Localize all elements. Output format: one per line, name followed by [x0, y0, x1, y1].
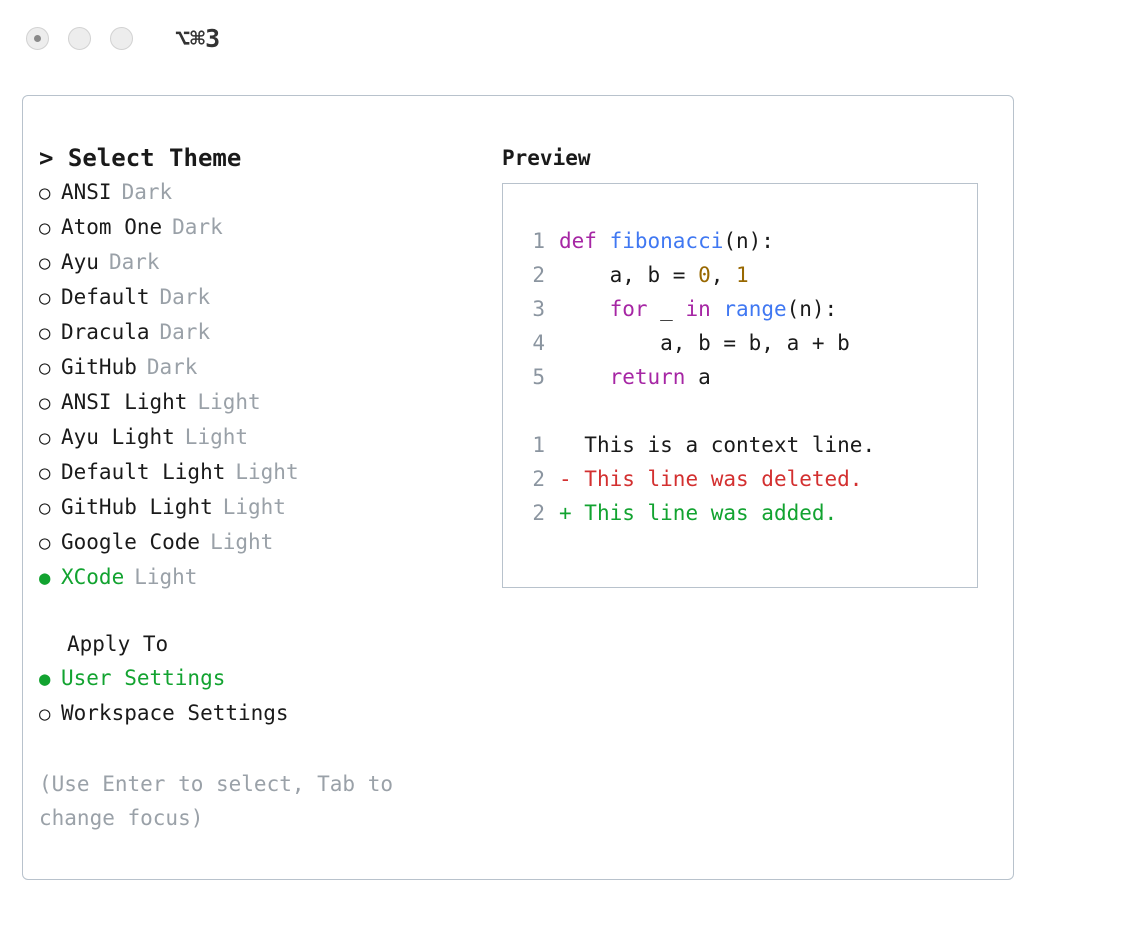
theme-option-label: Default — [61, 285, 150, 309]
code-token: (n): — [786, 297, 838, 321]
theme-option-label: GitHub — [61, 355, 137, 379]
line-number: 1 — [532, 229, 545, 253]
theme-option-label: Default Light — [61, 460, 226, 484]
keyboard-shortcut-label: ⌥⌘3 — [175, 23, 221, 53]
theme-option-google-code[interactable] — [39, 525, 488, 560]
theme-option-ansi-light[interactable] — [39, 385, 488, 420]
radio-unselected-icon: ○ — [39, 462, 51, 484]
diff-line — [521, 462, 977, 496]
theme-option-kind: Dark — [172, 215, 223, 239]
line-number: 2 — [532, 263, 545, 287]
radio-unselected-icon: ○ — [39, 392, 51, 414]
theme-option-label: GitHub Light — [61, 495, 213, 519]
line-number: 3 — [532, 297, 545, 321]
code-token: range — [723, 297, 787, 321]
code-line — [521, 258, 977, 292]
code-token: a — [685, 365, 711, 389]
theme-picker-panel — [22, 95, 1014, 880]
radio-unselected-icon: ○ — [39, 427, 51, 449]
theme-option-kind: Dark — [108, 250, 160, 274]
code-line — [521, 360, 977, 394]
radio-selected-icon: ● — [39, 567, 51, 589]
theme-option-dracula[interactable] — [39, 315, 488, 350]
theme-option-label: Dracula — [61, 320, 150, 344]
code-token: a, b = — [559, 263, 699, 287]
theme-option-kind: Light — [134, 565, 198, 589]
radio-unselected-icon: ○ — [39, 287, 51, 309]
preview-column — [488, 141, 1013, 835]
radio-unselected-icon: ○ — [39, 357, 51, 379]
theme-option-label: ANSI Light — [61, 390, 188, 414]
theme-list[interactable] — [39, 175, 488, 595]
code-token: def — [559, 229, 610, 253]
code-token: (n): — [723, 229, 774, 253]
line-number: 2 — [532, 501, 545, 525]
window-dot-close-inner — [34, 35, 41, 42]
code-line — [521, 292, 977, 326]
code-token: 1 — [736, 263, 749, 287]
apply-to-option-label: User Settings — [61, 666, 226, 690]
radio-unselected-icon: ○ — [39, 252, 51, 274]
diff-text: This line was added. — [571, 501, 838, 525]
theme-option-kind: Light — [197, 390, 261, 414]
diff-marker — [559, 433, 572, 457]
theme-option-ayu-light[interactable] — [39, 420, 488, 455]
diff-preview — [521, 428, 977, 530]
radio-unselected-icon: ○ — [39, 532, 51, 554]
apply-to-option-user-settings[interactable] — [39, 661, 488, 696]
line-number: 2 — [532, 467, 545, 491]
theme-option-label: Google Code — [61, 530, 201, 554]
title-bar — [0, 0, 1140, 76]
window-dot-close[interactable] — [26, 27, 49, 50]
theme-option-ayu[interactable] — [39, 245, 488, 280]
diff-marker: - — [559, 467, 572, 491]
theme-option-kind: Light — [210, 530, 274, 554]
code-spacer — [521, 394, 977, 428]
radio-unselected-icon: ○ — [39, 182, 51, 204]
diff-text: This is a context line. — [571, 433, 876, 457]
radio-unselected-icon: ○ — [39, 217, 51, 239]
radio-unselected-icon: ○ — [39, 703, 51, 725]
code-line — [521, 224, 977, 258]
code-token — [559, 365, 610, 389]
theme-option-kind: Light — [184, 425, 249, 449]
line-number: 4 — [532, 331, 545, 355]
code-token: for — [609, 297, 648, 321]
theme-option-default-light[interactable] — [39, 455, 488, 490]
radio-unselected-icon: ○ — [39, 322, 51, 344]
preview-title: Preview — [502, 146, 591, 170]
radio-selected-icon: ● — [39, 668, 51, 690]
theme-selection-column — [23, 141, 488, 835]
keyboard-hint: (Use Enter to select, Tab to change focus) — [39, 772, 394, 830]
theme-option-default[interactable] — [39, 280, 488, 315]
radio-unselected-icon: ○ — [39, 497, 51, 519]
code-preview — [521, 224, 977, 394]
theme-option-kind: Light — [222, 495, 286, 519]
apply-to-list[interactable] — [39, 661, 488, 731]
theme-option-github-light[interactable] — [39, 490, 488, 525]
theme-option-label: ANSI — [61, 180, 112, 204]
theme-option-kind: Dark — [121, 180, 173, 204]
theme-option-kind: Dark — [146, 355, 198, 379]
code-line — [521, 326, 977, 360]
code-token: fibonacci — [609, 229, 724, 253]
line-number: 1 — [532, 433, 545, 457]
apply-to-option-label: Workspace Settings — [61, 701, 289, 725]
code-token: 0 — [698, 263, 711, 287]
theme-option-label: Ayu — [61, 250, 99, 274]
code-token: in — [685, 297, 711, 321]
theme-option-label: XCode — [61, 565, 125, 589]
page-title: > Select Theme — [39, 144, 242, 172]
window-dot-zoom[interactable] — [110, 27, 133, 50]
apply-to-title: Apply To — [67, 632, 169, 656]
theme-option-label: Ayu Light — [61, 425, 175, 449]
diff-line — [521, 428, 977, 462]
theme-option-kind: Dark — [159, 320, 211, 344]
theme-option-xcode[interactable] — [39, 560, 488, 595]
apply-to-option-workspace-settings[interactable] — [39, 696, 488, 731]
window-dot-minimize[interactable] — [68, 27, 91, 50]
diff-line — [521, 496, 977, 530]
theme-option-ansi[interactable] — [39, 175, 488, 210]
preview-box — [502, 183, 978, 588]
code-token: return — [609, 365, 686, 389]
theme-option-github[interactable] — [39, 350, 488, 385]
apply-to-section — [39, 627, 488, 731]
theme-option-kind: Light — [235, 460, 299, 484]
diff-marker: + — [559, 501, 572, 525]
code-token: _ — [647, 297, 686, 321]
theme-option-atom-one[interactable] — [39, 210, 488, 245]
code-token — [559, 297, 610, 321]
line-number: 5 — [532, 365, 545, 389]
code-token: a, b = b, a + b — [559, 331, 850, 355]
theme-option-kind: Dark — [159, 285, 211, 309]
code-token — [711, 297, 724, 321]
diff-text: This line was deleted. — [571, 467, 863, 491]
theme-option-label: Atom One — [61, 215, 163, 239]
code-token: , — [710, 263, 737, 287]
